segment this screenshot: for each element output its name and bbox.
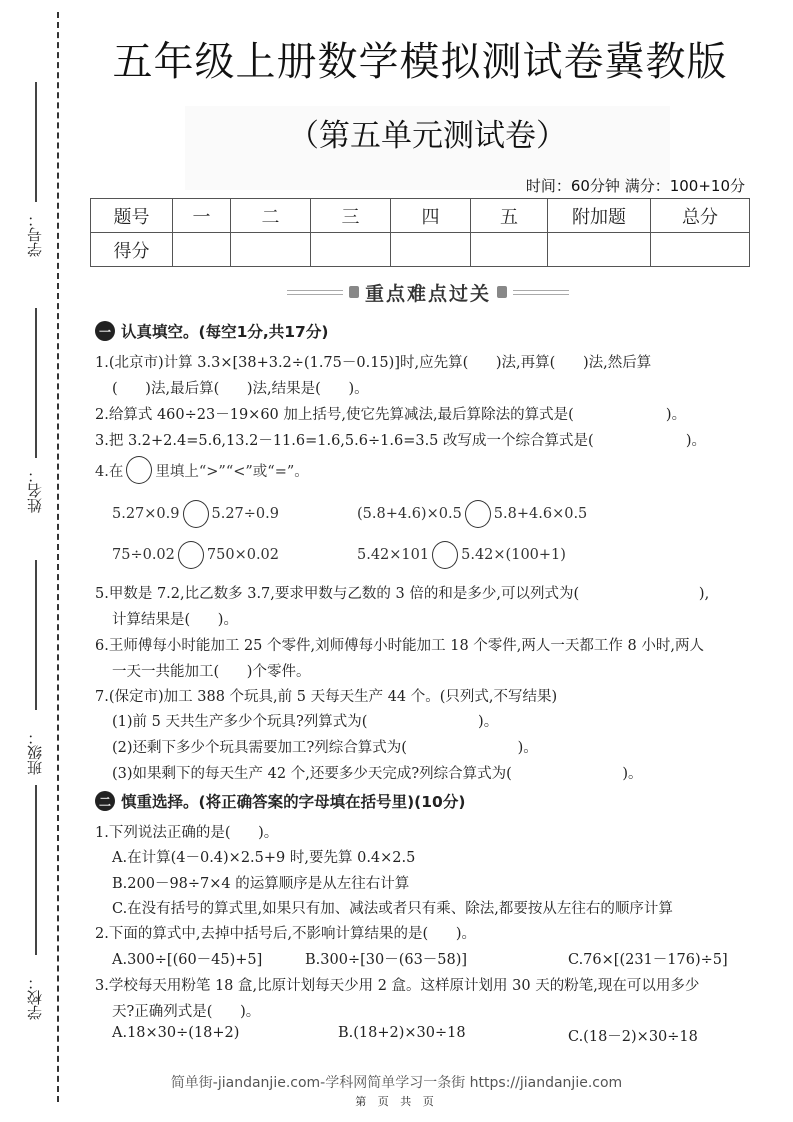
choice-option-b: B.(18+2)×30÷18 (338, 1025, 466, 1041)
section-number-badge: 一 (95, 321, 115, 341)
score-table-header-row (91, 199, 750, 233)
question-7-part-2: (2)还剩下多少个玩具需要加工?列综合算式为( )。 (112, 740, 538, 756)
question-7-part-3: (3)如果剩下的每天生产 42 个,还要多少天完成?列综合算式为( )。 (112, 766, 643, 782)
banner-deco-icon (497, 286, 507, 298)
comparison-left: 75÷0.02 (112, 547, 175, 563)
banner-deco-icon (349, 286, 359, 298)
question-1-line-1: 1.(北京市)计算 3.3×[38+3.2÷(1.75－0.15)]时,应先算( )法,再算( )法,然后算 (95, 355, 652, 371)
choice-option-a: A.18×30÷(18+2) (112, 1025, 240, 1041)
class-field[interactable] (14, 560, 44, 780)
table-cell: 五 (471, 199, 548, 233)
section-1-heading (95, 320, 328, 342)
table-cell: 一 (173, 199, 231, 233)
name-label: 姓名： (26, 468, 44, 513)
question-7: 7.(保定市)加工 388 个玩具,前 5 天每天生产 44 个。(只列式,不写结果) (95, 689, 558, 705)
time-info: 时间：60分钟 满分：100+10分 (525, 177, 745, 195)
comparison-item (357, 500, 587, 528)
school-field[interactable] (14, 785, 44, 1035)
page-number: 第 页 共 页 (355, 1095, 438, 1108)
section-1-title: 认真填空。(每空1分,共17分) (121, 323, 329, 341)
question-5-line-2: 计算结果是( )。 (112, 612, 238, 628)
page-subtitle: （第五单元测试卷） (185, 106, 670, 190)
comparison-right: 750×0.02 (206, 547, 280, 563)
question-1-line-2: ( )法,最后算( )法,结果是( )。 (112, 381, 369, 397)
section-number-badge: 二 (95, 791, 115, 811)
section-2-title: 慎重选择。(将正确答案的字母填在括号里)(10分) (121, 793, 466, 811)
table-cell: 二 (231, 199, 311, 233)
question-3: 3.把 3.2+2.4=5.6,13.2－11.6=1.6,5.6÷1.6=3.5 改写成一个综合算式是( )。 (95, 433, 707, 449)
comparison-answer-circle[interactable] (465, 500, 491, 528)
table-cell: 附加题 (548, 199, 651, 233)
score-table-score-row (91, 233, 750, 267)
question-2: 2.给算式 460÷23－19×60 加上括号,使它先算减法,最后算除法的算式是( )。 (95, 407, 687, 423)
question-4-prompt (95, 456, 309, 484)
choice-option-c: C.在没有括号的算式里,如果只有加、减法或者只有乘、除法,都要按从左往右的顺序计算 (112, 901, 673, 917)
choice-question-3-line-2: 天?正确列式是( )。 (112, 1004, 261, 1020)
choice-option-b: B.200－98÷7×4 的运算顺序是从左往右计算 (112, 876, 410, 892)
table-cell: 得分 (91, 233, 173, 267)
score-input-cell[interactable] (311, 233, 391, 267)
banner-rule-right (513, 290, 569, 295)
question-4-prefix: 4.在 (95, 463, 124, 480)
score-input-cell[interactable] (173, 233, 231, 267)
school-label: 学校： (26, 975, 44, 1020)
comparison-answer-circle[interactable] (432, 541, 458, 569)
comparison-right: 5.27÷0.9 (211, 506, 279, 522)
banner-rule-left (287, 290, 343, 295)
binding-dashed-line (57, 12, 59, 1102)
choice-option-a: A.300÷[(60－45)+5] (112, 952, 263, 968)
question-6-line-1: 6.王师傅每小时能加工 25 个零件,刘师傅每小时能加工 18 个零件,两人一天都工作 8 小时,两人 (95, 638, 704, 654)
page-title: 五年级上册数学模拟测试卷冀教版 (112, 39, 728, 85)
section-banner (272, 280, 584, 304)
section-2-heading (95, 790, 465, 812)
comparison-answer-circle[interactable] (178, 541, 204, 569)
comparison-item (357, 541, 566, 569)
score-input-cell[interactable] (651, 233, 750, 267)
comparison-left: 5.27×0.9 (112, 506, 180, 522)
name-field[interactable] (14, 308, 44, 518)
table-cell: 总分 (651, 199, 750, 233)
question-7-part-1: (1)前 5 天共生产多少个玩具?列算式为( )。 (112, 714, 499, 730)
comparison-right: 5.8+4.6×0.5 (493, 506, 588, 522)
class-label: 班级： (26, 730, 44, 775)
choice-question-3-line-1: 3.学校每天用粉笔 18 盒,比原计划每天少用 2 盒。这样原计划用 30 天的粉笔,现在可以用多少 (95, 978, 700, 994)
score-input-cell[interactable] (548, 233, 651, 267)
choice-option-c: C.(18－2)×30÷18 (568, 1029, 698, 1045)
score-input-cell[interactable] (471, 233, 548, 267)
choice-option-c: C.76×[(231－176)÷5] (568, 952, 728, 968)
comparison-item (112, 541, 279, 569)
student-number-field[interactable] (14, 82, 44, 262)
choice-option-a: A.在计算(4－0.4)×2.5+9 时,要先算 0.4×2.5 (112, 850, 416, 866)
table-cell: 题号 (91, 199, 173, 233)
answer-circle-icon (126, 456, 152, 484)
choice-question-2: 2.下面的算式中,去掉中括号后,不影响计算结果的是( )。 (95, 926, 477, 942)
comparison-right: 5.42×(100+1) (461, 547, 566, 563)
comparison-answer-circle[interactable] (183, 500, 209, 528)
score-table (90, 198, 750, 267)
comparison-item (112, 500, 279, 528)
banner-text: 重点难点过关 (364, 282, 491, 305)
score-input-cell[interactable] (231, 233, 311, 267)
comparison-left: 5.42×101 (357, 547, 430, 563)
footer-watermark: 简单街-jiandanjie.com-学科网简单学习一条街 https://jiandanjie.com (170, 1075, 623, 1091)
question-5-line-1: 5.甲数是 7.2,比乙数多 3.7,要求甲数与乙数的 3 倍的和是多少,可以列式为( ), (95, 586, 710, 602)
choice-option-b: B.300÷[30－(63－58)] (305, 952, 468, 968)
student-number-label: 学号： (26, 212, 44, 257)
choice-question-1: 1.下列说法正确的是( )。 (95, 825, 279, 841)
table-cell: 四 (391, 199, 471, 233)
score-input-cell[interactable] (391, 233, 471, 267)
comparison-left: (5.8+4.6)×0.5 (357, 506, 462, 522)
question-4-suffix: 里填上“>”“<”或“=”。 (155, 463, 309, 480)
table-cell: 三 (311, 199, 391, 233)
question-6-line-2: 一天一共能加工( )个零件。 (112, 664, 311, 680)
